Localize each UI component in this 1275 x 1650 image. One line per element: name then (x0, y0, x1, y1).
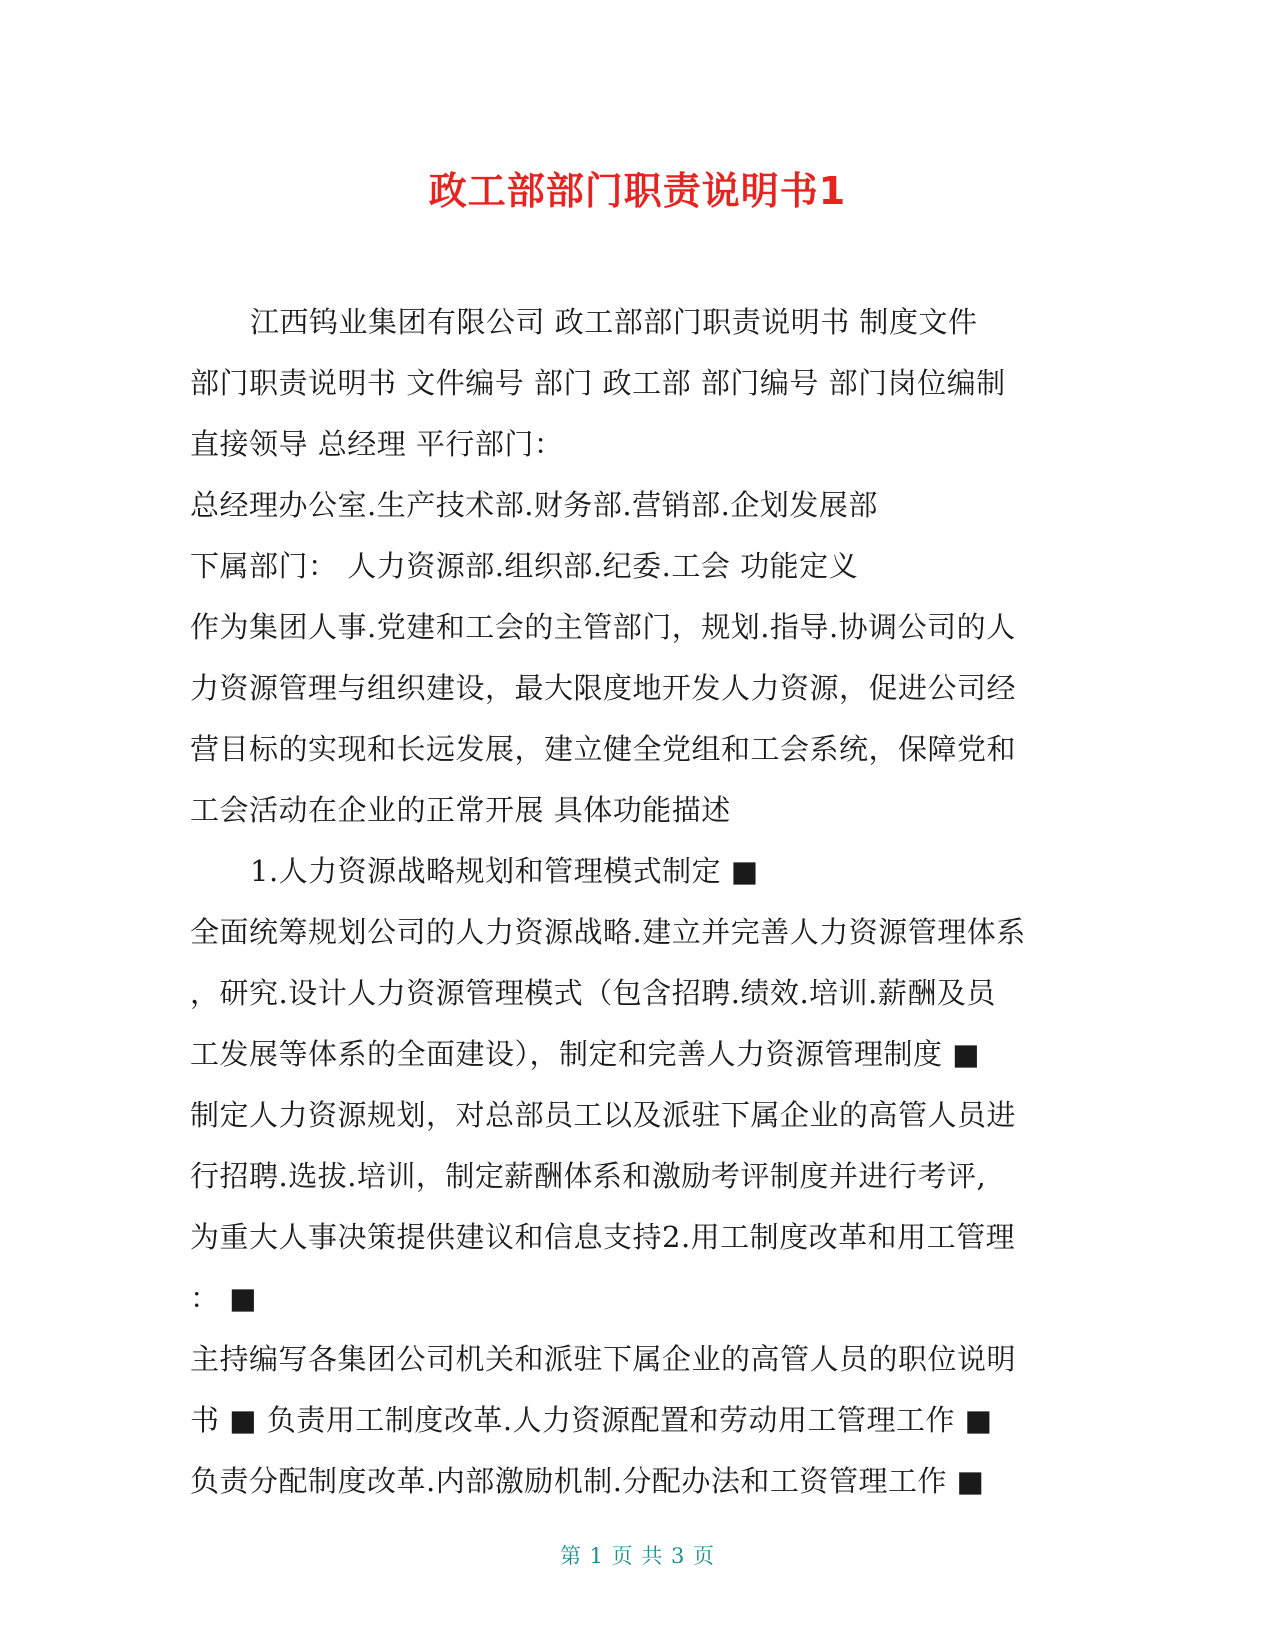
text-line: 书 ■ 负责用工制度改革.人力资源配置和劳动用工管理工作 ■ (190, 1403, 993, 1437)
text-line: 工会活动在企业的正常开展 具体功能描述 (190, 793, 731, 827)
text-line: 为重大人事决策提供建议和信息支持2.用工制度改革和用工管理 (190, 1220, 1016, 1254)
text-line: 作为集团人事.党建和工会的主管部门，规划.指导.协调公司的人 (190, 610, 1016, 644)
text-line: 力资源管理与组织建设，最大限度地开发人力资源，促进公司经 (190, 671, 1017, 705)
text-line: 工发展等体系的全面建设），制定和完善人力资源管理制度 ■ (190, 1037, 981, 1071)
page-footer: 第 1 页 共 3 页 (559, 1544, 716, 1568)
text-line: ，研究.设计人力资源管理模式（包含招聘.绩效.培训.薪酬及员 (190, 976, 996, 1010)
text-line: 主持编写各集团公司机关和派驻下属企业的高管人员的职位说明 (190, 1342, 1017, 1376)
text-line: 江西钨业集团有限公司 政工部部门职责说明书 制度文件 (250, 305, 978, 339)
text-line: 营目标的实现和长远发展，建立健全党组和工会系统，保障党和 (190, 732, 1017, 766)
text-line: 总经理办公室.生产技术部.财务部.营销部.企划发展部 (190, 488, 878, 522)
text-line: 部门职责说明书 文件编号 部门 政工部 部门编号 部门岗位编制 (190, 366, 1006, 400)
text-line: 负责分配制度改革.内部激励机制.分配办法和工资管理工作 ■ (190, 1464, 985, 1498)
text-line: 全面统筹规划公司的人力资源战略.建立并完善人力资源管理体系 (190, 915, 1026, 949)
text-line: 制定人力资源规划，对总部员工以及派驻下属企业的高管人员进 (190, 1098, 1017, 1132)
text-line: 直接领导 总经理 平行部门： (190, 427, 564, 461)
text-line: 下属部门： 人力资源部.组织部.纪委.工会 功能定义 (190, 549, 859, 583)
page-title: 政工部部门职责说明书1 (428, 169, 847, 213)
document-body (190, 292, 1090, 1512)
text-line: 行招聘.选拔.培训，制定薪酬体系和激励考评制度并进行考评, (190, 1159, 987, 1193)
text-line: 1.人力资源战略规划和管理模式制定 ■ (250, 854, 759, 888)
text-line: ： ■ (190, 1281, 258, 1315)
